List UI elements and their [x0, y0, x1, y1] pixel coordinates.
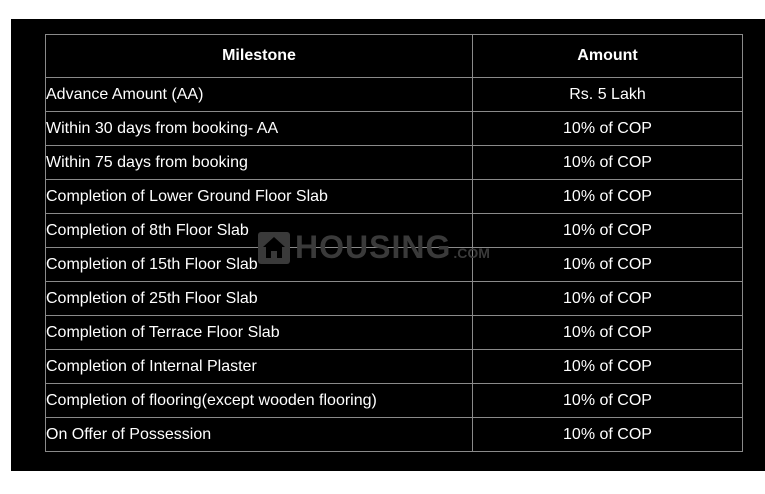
table-row [46, 214, 743, 248]
milestone-cell: Advance Amount (AA) [46, 78, 473, 112]
table-row [46, 180, 743, 214]
milestone-cell: Completion of 8th Floor Slab [46, 214, 473, 248]
table-row [46, 316, 743, 350]
watermark-suffix: .COM [453, 244, 490, 261]
table-row [46, 248, 743, 282]
amount-cell: 10% of COP [473, 112, 743, 146]
amount-cell: 10% of COP [473, 146, 743, 180]
milestone-cell: Completion of Terrace Floor Slab [46, 316, 473, 350]
amount-cell: 10% of COP [473, 180, 743, 214]
amount-cell: 10% of COP [473, 350, 743, 384]
amount-cell: 10% of COP [473, 418, 743, 452]
amount-cell: 10% of COP [473, 214, 743, 248]
milestone-column-header: Milestone [46, 35, 473, 78]
amount-cell: 10% of COP [473, 282, 743, 316]
milestone-cell: Completion of flooring(except wooden flooring) [46, 384, 473, 418]
table-row [46, 146, 743, 180]
milestone-cell: Completion of 15th Floor Slab [46, 248, 473, 282]
payment-milestone-table [45, 34, 743, 452]
amount-cell: Rs. 5 Lakh [473, 78, 743, 112]
amount-cell: 10% of COP [473, 248, 743, 282]
table-body [46, 78, 743, 452]
amount-cell: 10% of COP [473, 384, 743, 418]
amount-cell: 10% of COP [473, 316, 743, 350]
table-row [46, 78, 743, 112]
payment-plan-panel [11, 19, 765, 471]
milestone-cell: Completion of 25th Floor Slab [46, 282, 473, 316]
table-row [46, 384, 743, 418]
table-row [46, 418, 743, 452]
milestone-cell: Completion of Lower Ground Floor Slab [46, 180, 473, 214]
milestone-cell: Within 30 days from booking- AA [46, 112, 473, 146]
watermark-brand: HOUSING [295, 229, 452, 265]
milestone-cell: Completion of Internal Plaster [46, 350, 473, 384]
table-row [46, 282, 743, 316]
milestone-cell: On Offer of Possession [46, 418, 473, 452]
table-row [46, 112, 743, 146]
table-header-row [46, 35, 743, 78]
milestone-cell: Within 75 days from booking [46, 146, 473, 180]
amount-column-header: Amount [473, 35, 743, 78]
table-row [46, 350, 743, 384]
